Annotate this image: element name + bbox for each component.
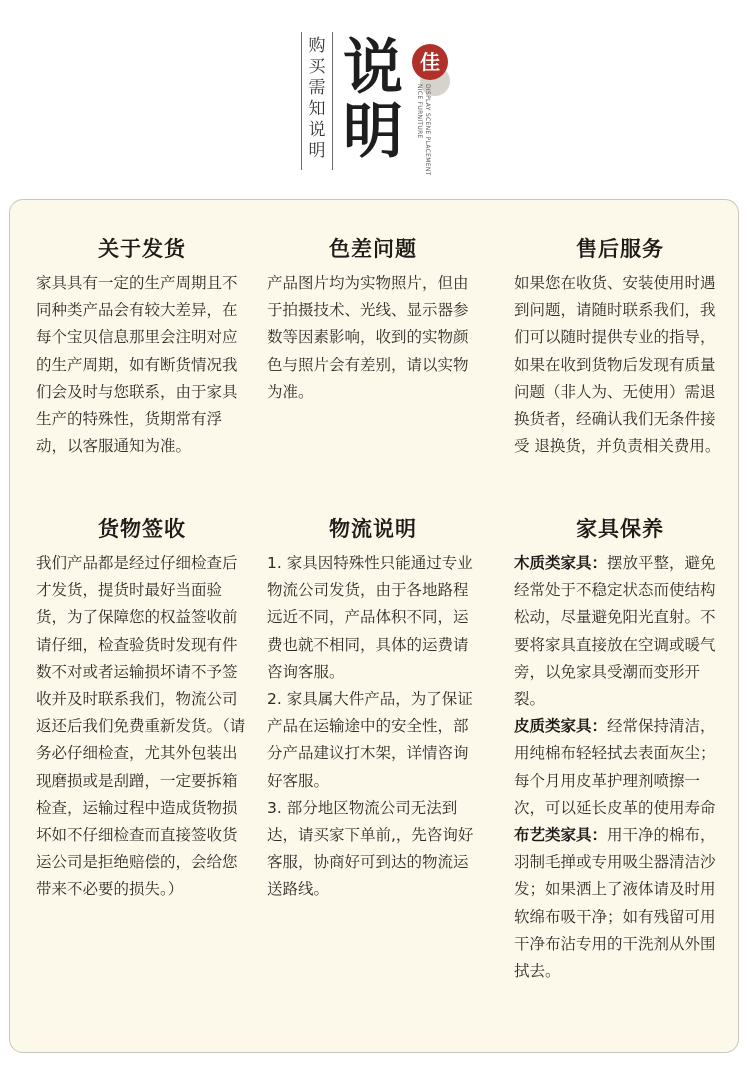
section-title: 家具保养 (576, 516, 664, 541)
section-title: 售后服务 (576, 236, 664, 261)
section-body: 我们产品都是经过仔细检查后才发货，提货时最好当面验货，为了保障您的权益签收前请仔细，检查验货时发现有件数不对或者运输损坏请不予签收并及时联系我们，物流公司返还后我们免费重新发货。（请务必仔细检查，尤其外包装出现磨损或是刮蹭，一定要拆箱检查，运输过程中造成货物损坏如不仔细检查而直接签收货运公司是拒绝赔偿的，会给您带来不必要的损失。） (36, 554, 246, 899)
vertical-subtitle: 购买需知说明 (308, 36, 326, 161)
section-color-difference (267, 236, 479, 406)
section-after-sale (514, 236, 726, 460)
care-item (514, 822, 726, 985)
section-body (514, 550, 726, 985)
section-body: 如果您在收货、安装使用时遇到问题，请随时联系我们，我们可以随时提供专业的指导，如果在收到货物后发现有质量问题（非人为、无使用）需退换货者，经确认我们无条件接受 退换货，并负责相关费用。 (514, 274, 721, 456)
section-title: 色差问题 (329, 236, 417, 261)
section-logistics (267, 516, 479, 904)
section-title: 物流说明 (329, 516, 417, 541)
section-shipping (36, 236, 248, 460)
logistics-item: 3. 部分地区物流公司无法到达，请买家下单前,，先咨询好客服，协商好可到达的物流运送路线。 (267, 798, 474, 899)
divider-line-right (332, 32, 333, 170)
care-text: 用干净的棉布，羽制毛掸或专用吸尘器清洁沙发；如果洒上了液体请及时用软绵布吸干净；如有残留可用干净布沾专用的干洗剂从外围拭去。 (514, 826, 716, 981)
section-body (267, 550, 479, 904)
divider-line-left (301, 32, 302, 170)
small-english-1: NICE FURNITURE (416, 84, 423, 139)
section-title: 关于发货 (98, 236, 186, 261)
title-char-1: 说 (343, 33, 403, 103)
care-label: 布艺类家具： (514, 826, 608, 845)
small-english-2: DISPLAY SCENE PLACEMENT (424, 84, 431, 176)
care-label: 木质类家具： (514, 554, 608, 572)
seal-logo: 佳 (412, 44, 448, 80)
care-text: 经常保持清洁，用纯棉布轻轻拭去表面灰尘；每个月用皮革护理剂喷擦一次，可以延长皮革的使用寿命 (514, 717, 716, 817)
title-char-2: 明 (343, 97, 403, 167)
care-text: 摆放平整，避免经常处于不稳定状态而使结构松动，尽量避免阳光直射。不要将家具直接放在空调或暖气旁，以免家具受潮而变形开裂。 (514, 554, 716, 709)
section-title: 货物签收 (98, 516, 186, 541)
care-item (514, 713, 726, 822)
header (0, 0, 750, 190)
logistics-item: 1. 家具因特殊性只能通过专业物流公司发货，由于各地路程远近不同，产品体积不同，运费也就不相同，具体的运费请咨询客服。 (267, 554, 473, 681)
section-receipt (36, 516, 248, 904)
section-body: 产品图片均为实物照片，但由于拍摄技术、光线、显示器参数等因素影响，收到的实物颜色与照片会有差别，请以实物为准。 (267, 274, 469, 401)
care-item (514, 550, 726, 713)
logistics-item: 2. 家具属大件产品，为了保证产品在运输途中的安全性，部分产品建议打木架，详情咨询好客服。 (267, 690, 473, 790)
care-label: 皮质类家具： (514, 717, 608, 736)
section-body: 家具具有一定的生产周期且不同种类产品会有较大差异，在每个宝贝信息那里会注明对应的生产周期，如有断货情况我们会及时与您联系，由于家具生产的特殊性，货期常有浮动，以客服通知为准。 (36, 274, 238, 456)
section-care (514, 516, 726, 985)
